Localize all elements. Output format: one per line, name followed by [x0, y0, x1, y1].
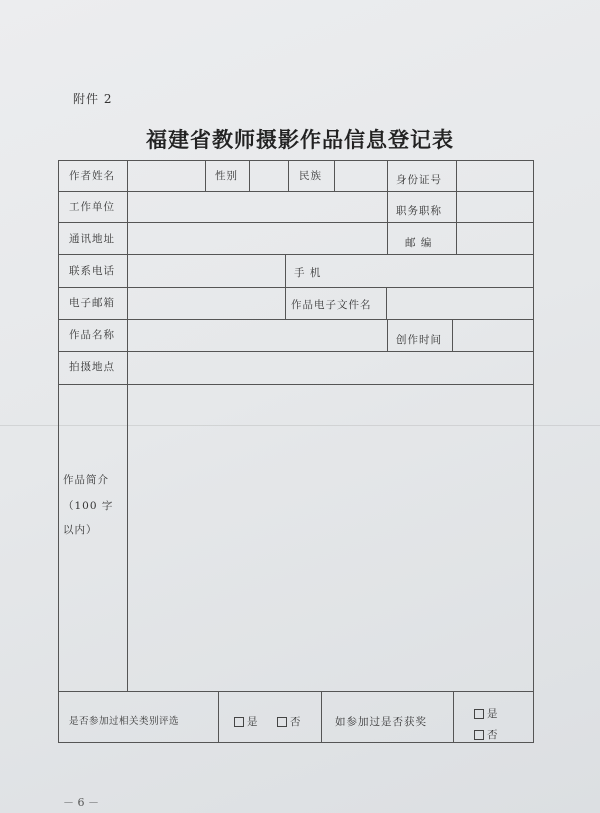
column-line: [456, 161, 457, 191]
column-line: [334, 161, 335, 191]
file-name-label: 作品电子文件名: [291, 299, 372, 311]
column-line: [288, 161, 289, 191]
row-line: [59, 222, 533, 223]
page-title: 福建省教师摄影作品信息登记表: [146, 127, 454, 152]
checkbox[interactable]: [234, 717, 244, 727]
registration-form: [58, 160, 534, 743]
awarded-label: 如参加过是否获奖: [335, 716, 427, 728]
column-line: [456, 191, 457, 254]
attachment-label: 附件 2: [73, 92, 113, 106]
author-name-label: 作者姓名: [69, 170, 115, 182]
awarded-no-option[interactable]: [474, 727, 498, 742]
checkbox[interactable]: [474, 709, 484, 719]
participated-yes-option[interactable]: [234, 714, 258, 729]
column-line: [387, 319, 388, 351]
column-line: [387, 161, 388, 191]
location-label: 拍摄地点: [69, 361, 115, 373]
row-line: [59, 254, 533, 255]
yes-label: 是: [487, 708, 498, 720]
column-line: [452, 319, 453, 351]
email-label: 电子邮箱: [69, 297, 115, 309]
column-line: [386, 287, 387, 319]
no-label: 否: [487, 729, 498, 741]
intro-label: 作品简介: [63, 474, 109, 486]
participated-label: 是否参加过相关类别评选: [69, 716, 180, 727]
job-title-label: 职务职称: [396, 205, 442, 217]
column-line: [218, 691, 219, 743]
page-number: － 6 －: [63, 796, 99, 809]
mobile-label: 手 机: [294, 267, 322, 279]
postcode-label: 邮 编: [405, 237, 433, 249]
checkbox[interactable]: [277, 717, 287, 727]
no-label: 否: [290, 716, 301, 728]
row-line: [59, 319, 533, 320]
column-line: [453, 691, 454, 743]
row-line: [59, 691, 533, 692]
column-line: [285, 254, 286, 319]
row-line: [59, 384, 533, 385]
row-line: [59, 191, 533, 192]
participated-no-option[interactable]: [277, 714, 301, 729]
column-line: [205, 161, 206, 191]
work-name-label: 作品名称: [69, 329, 115, 341]
work-unit-label: 工作单位: [69, 201, 115, 213]
column-line: [387, 191, 388, 254]
phone-label: 联系电话: [69, 265, 115, 277]
id-number-label: 身份证号: [396, 174, 442, 186]
address-label: 通讯地址: [69, 233, 115, 245]
awarded-yes-option[interactable]: [474, 706, 498, 721]
creation-time-label: 创作时间: [396, 334, 442, 346]
intro-label: 以内）: [63, 524, 98, 536]
yes-label: 是: [247, 716, 258, 728]
row-line: [59, 351, 533, 352]
column-line: [321, 691, 322, 743]
column-line: [127, 161, 128, 691]
column-line: [249, 161, 250, 191]
ethnicity-label: 民族: [299, 170, 322, 182]
row-line: [59, 287, 533, 288]
intro-label: （100 字: [63, 500, 114, 512]
checkbox[interactable]: [474, 730, 484, 740]
gender-label: 性别: [215, 170, 238, 182]
